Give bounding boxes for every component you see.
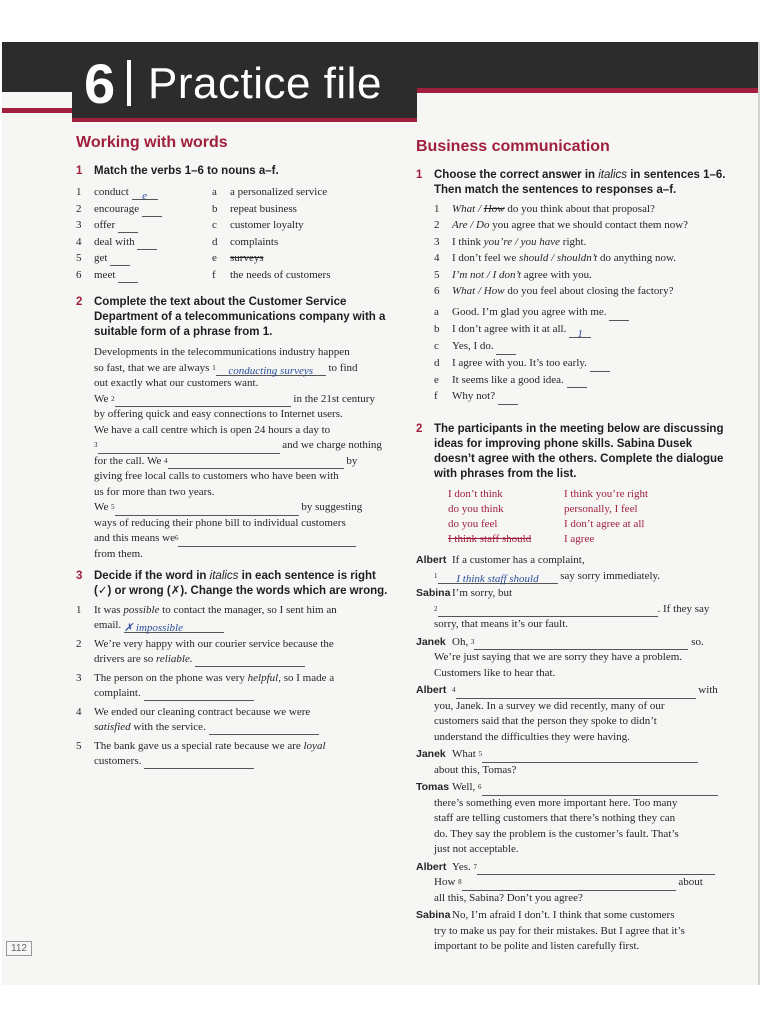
dialogue-line: Tomas Well, 6 [416, 780, 746, 796]
list-item: 1 It was possible to contact the manager, so I sent him an [76, 604, 337, 616]
list-item: 3 I think you’re / you have right. [434, 235, 587, 248]
answer-blank[interactable] [178, 535, 356, 547]
answer-blank[interactable]: ✗ impossible [124, 621, 224, 633]
scan-margin-top [0, 0, 768, 42]
exercise-instruction: 1 Match the verbs 1–6 to nouns a–f. [76, 165, 279, 177]
list-item: d I agree with you. It’s too early. [434, 355, 742, 372]
dialogue-line: Janek Oh, 3 so. [416, 635, 746, 651]
list-item: 6 meet f the needs of customers [76, 268, 331, 281]
answer-blank[interactable] [118, 271, 138, 283]
answer-blank[interactable] [456, 687, 696, 699]
dialogue: Albert If a customer has a complaint, 1 I think staff should say sorry immediately. Sabina I’m sorry, but 2 . If they say sorry, that means it’s our fault. Janek Oh, 3 so. We’re just saying that we are sorry they have a problem. Customers like to hear that. Albert 4 with you, Janek. In a survey we did recently, many of our customers said that the person they spoke to didn’t understand the difficulties they were having. Janek What 5 about this, Tomas? Tomas Well, 6 there’s something even more important here. Too many staff are telling customers that there’s nothing they can do. They say the problem is the customer’s fault. That’s just not acceptable. Albert Yes. 7 How 8 about all this, Sabina? Don’t you agree? Sabina No, I’m afraid I don’t. I think that some customers try to make us pay for their mistakes. But I agree that it’s important to be polite and listen carefully first. [416, 553, 746, 955]
dialogue-line: Janek What 5 [416, 747, 746, 763]
answer-blank[interactable] [590, 360, 610, 372]
left-ex1 [76, 164, 394, 283]
answer-blank[interactable] [567, 376, 587, 388]
list-item: e It seems like a good idea. [434, 372, 742, 389]
unit-separator [127, 60, 131, 106]
dialogue-line: Sabina I’m sorry, but [416, 587, 513, 599]
phrase-item: I agree [564, 533, 595, 545]
list-item: 2 Are / Do you agree that we should contact them now? [434, 219, 689, 232]
list-item: 4 deal with d complaints [76, 235, 279, 248]
answer-blank[interactable]: I think staff should [438, 572, 558, 584]
list-item: b I don’t agree with it at all. 1 [434, 321, 742, 338]
scan-margin-bottom [0, 985, 768, 1024]
exercise-instruction: 2 Complete the text about the Customer Service Department of a telecommunications company with a suitable form of a phrase from 1. [76, 296, 386, 338]
left-ex3 [76, 569, 396, 769]
exercise-instruction: 1 Choose the correct answer in italics in sentences 1–6. Then match the sentences to responses a–f. [416, 169, 726, 196]
header-accent-line [417, 88, 760, 93]
left-ex2 [76, 295, 396, 562]
answer-blank[interactable]: conducting surveys [216, 364, 326, 376]
answer-blank[interactable]: e [132, 188, 158, 200]
dialogue-line: Albert Yes. 7 [416, 860, 746, 876]
answer-blank[interactable] [462, 879, 676, 891]
phrase-item: I think you’re right [564, 488, 649, 500]
sentence-list: 1 It was possible to contact the manager, so I sent him an email. ✗ impossible 2 We’re very happy with our courier service because the drivers are so reliable. 3 The person on the phone was very helpful, so I made a complaint. 4 We ended our cleaning contract because we were satisfied with the service. 5 The bank gave us a special rate because we are loyal customers. [76, 603, 396, 769]
list-item: 4 We ended our cleaning contract because we were [76, 706, 311, 718]
dialogue-line: Albert 4 with [416, 683, 746, 699]
list-item: 1 conduct e a a personalized service [76, 186, 328, 202]
section-heading-working-with-words: Working with words [76, 134, 228, 151]
list-item: 4 I don’t feel we should / shouldn’t do anything now. [434, 252, 676, 265]
answer-blank[interactable] [209, 723, 319, 735]
answer-blank[interactable] [498, 393, 518, 405]
header-accent-line [2, 108, 72, 113]
right-ex1 [416, 168, 742, 405]
answer-blank[interactable] [477, 863, 715, 875]
answer-blank[interactable] [168, 457, 344, 469]
page-number: 112 [6, 941, 32, 956]
section-heading-business-communication: Business communication [416, 138, 610, 155]
answer-blank[interactable] [609, 309, 629, 321]
unit-number: 6 [84, 52, 116, 115]
answer-blank[interactable] [482, 784, 718, 796]
list-item: 5 The bank gave us a special rate because we are loyal [76, 740, 326, 752]
phrase-item: I think staff should [448, 533, 532, 545]
answer-blank[interactable] [195, 655, 305, 667]
phrase-list [448, 487, 746, 547]
answer-blank[interactable] [115, 504, 299, 516]
list-item: c Yes, I do. [434, 338, 742, 355]
list-item: 2 encourage b repeat business [76, 202, 297, 215]
answer-blank[interactable] [438, 605, 658, 617]
exercise-instruction: 2 The participants in the meeting below are discussing ideas for improving phone skills. Sabina Dusek doesn’t agree with the others. Complete the dialogue with phrases from the list. [416, 423, 724, 480]
page-title: Practice file [148, 59, 382, 108]
list-item: f Why not? [434, 388, 742, 405]
list-item: 5 I’m not / I don’t agree with you. [434, 268, 592, 281]
phrase-item: do you think [448, 503, 504, 515]
list-item: 3 offer c customer loyalty [76, 219, 304, 231]
answer-blank[interactable] [496, 343, 516, 355]
answer-blank[interactable] [144, 689, 254, 701]
header-accent-line [72, 118, 417, 122]
gap-fill-text: Developments in the telecommunications industry happen so fast, that we are always 1 conducting surveys to find out exactly what our customers want. We 2 in the 21st century by offering quick and easy connections to Internet users. We have a call centre which is open 24 hours a day to 3 and we charge nothing for the call. We 4 by giving free local calls to customers who have been with us for more than two years. We 5 by suggesting ways of reducing their phone bill to individual customers and this means we 6 from them. [94, 346, 382, 560]
list-item: a Good. I’m glad you agree with me. [434, 304, 742, 321]
dialogue-line: Sabina No, I’m afraid I don’t. I think that some customers [416, 909, 675, 921]
matching-list [76, 184, 394, 283]
list-item: 3 The person on the phone was very helpful, so I made a [76, 672, 335, 684]
answer-blank[interactable] [98, 442, 280, 454]
list-item: 5 get e surveys [76, 252, 264, 264]
answer-blank[interactable] [142, 205, 162, 217]
answer-blank[interactable] [137, 238, 157, 250]
phrase-item: do you feel [448, 518, 498, 530]
list-item: 2 We’re very happy with our courier service because the [76, 638, 334, 650]
sentence-list [434, 201, 742, 299]
phrase-item: I don’t agree at all [564, 518, 645, 530]
answer-blank[interactable] [118, 221, 138, 233]
answer-blank[interactable]: 1 [569, 326, 591, 338]
phrase-item: I don’t think [448, 488, 503, 500]
list-item: 1 What / How do you think about that proposal? [434, 203, 655, 215]
response-list [434, 304, 742, 405]
list-item: 6 What / How do you feel about closing the factory? [434, 285, 674, 298]
dialogue-line: Albert If a customer has a complaint, [416, 554, 585, 566]
answer-blank[interactable] [110, 254, 130, 266]
exercise-instruction: 3 Decide if the word in italics in each sentence is right (✓) or wrong (✗). Change the words which are wrong. [76, 570, 388, 597]
answer-blank[interactable] [474, 638, 688, 650]
right-ex2 [416, 422, 746, 955]
phrase-item: personally, I feel [564, 503, 638, 515]
answer-blank[interactable] [115, 395, 291, 407]
workbook-page [2, 42, 760, 985]
answer-blank[interactable] [482, 751, 698, 763]
answer-blank[interactable] [144, 757, 254, 769]
